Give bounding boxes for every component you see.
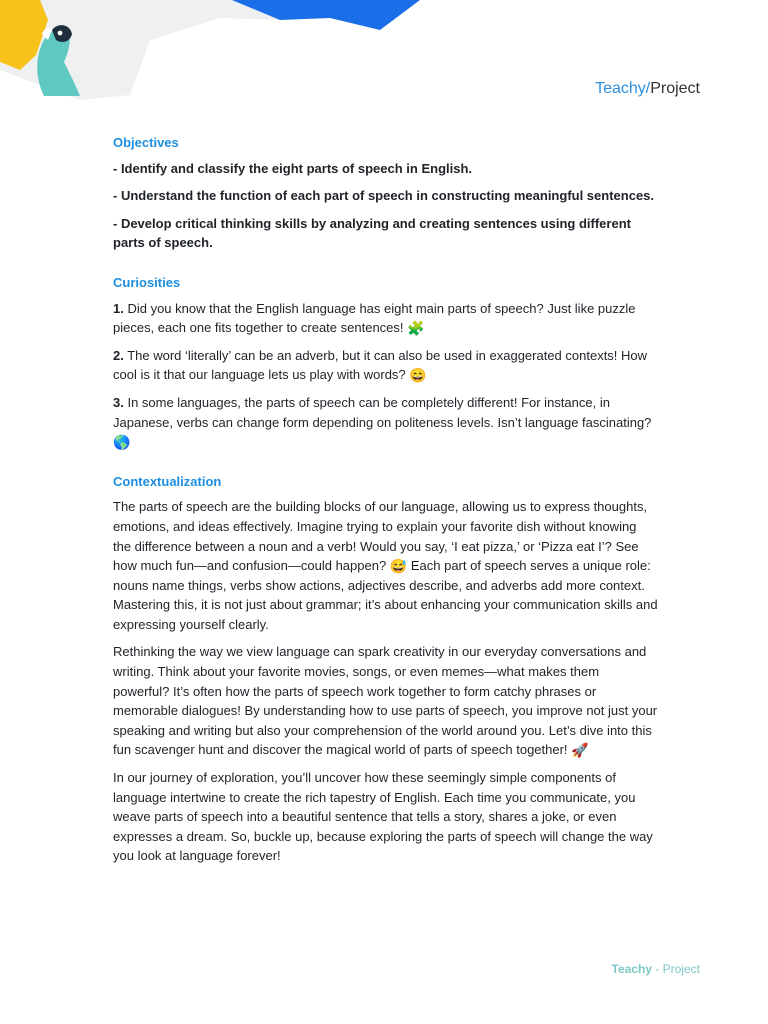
objective-item-2: - Understand the function of each part of speech in constructing meaningful sentences. [113, 188, 655, 204]
curiosity-number: 3. [113, 394, 124, 410]
context-paragraph-1 [113, 497, 658, 634]
sweat-smile-emoji-icon: 😅 [389, 558, 408, 575]
context-paragraph-3 [113, 768, 658, 866]
curiosity-number: 1. [113, 300, 124, 316]
paragraph-text: In our journey of exploration, you’ll uncover how these seemingly simple components of language intertwine to create the rich tapestry of English. Each time you communicate, you weave parts of speech into a beautiful sentence that tells a story, shares a joke, or even expresses a dream. So, buckle up, because exploring the parts of speech will change the way you look at language forever! [113, 770, 653, 864]
rocket-emoji-icon: 🚀 [571, 742, 589, 759]
curiosity-text: Did you know that the English language has eight main parts of speech? Just like puzzle pieces, each one fits together to create sentences! [113, 300, 636, 336]
paragraph-text: Rethinking the way we view language can spark creativity in our everyday conversations and writing. Think about your favorite movies, songs, or even memes—what makes them powerful? It’s often how the parts of speech work together to form catchy phrases or memorable dialogues! By understanding how to use parts of speech, you improve not just your speaking and writing but also your comprehension of the world around you. Let’s dive into this fun scavenger hunt and discover the magical world of parts of speech together! [113, 644, 658, 758]
curiosity-item-2 [113, 346, 658, 385]
curiosity-text: The word ‘literally’ can be an adverb, but it can also be used in exaggerated contexts! How cool is it that our language lets us play with words? [113, 347, 648, 383]
curiosity-item-1 [113, 299, 658, 338]
curiosities-title: Curiosities [113, 274, 181, 290]
curiosity-item-3 [113, 393, 658, 452]
smile-emoji-icon: 😄 [409, 367, 427, 384]
objective-item-1: - Identify and classify the eight parts of speech in English. [113, 160, 473, 176]
globe-emoji-icon: 🌎 [113, 434, 131, 451]
header-decoration [0, 0, 420, 110]
objective-item-3: - Develop critical thinking skills by analyzing and creating sentences using different parts of speech. [113, 215, 631, 251]
footer-separator: - [651, 962, 663, 976]
puzzle-emoji-icon: 🧩 [407, 320, 425, 337]
brand-header [595, 80, 700, 98]
curiosity-number: 2. [113, 347, 124, 363]
objectives-title: Objectives [113, 135, 179, 150]
context-paragraph-2 [113, 642, 658, 760]
document-body [113, 133, 658, 874]
curiosity-text: In some languages, the parts of speech can be completely different! For instance, in Japanese, verbs can change form depending on politeness levels. Isn’t language fascinating? [113, 394, 652, 430]
contextualization-title: Contextualization [113, 473, 222, 489]
footer-teachy: Teachy [611, 962, 652, 976]
brand-project: Project [650, 80, 700, 97]
footer-brand [612, 962, 701, 976]
paragraph-text: Each part of speech serves a unique role: nouns name things, verbs show actions, adjectives describe, and adverbs add more context. Mastering this, it is not just about grammar; it’s about enhancing your communication skills and expressing yourself clearly. [113, 558, 658, 632]
footer-project: Project [662, 962, 700, 976]
brand-teachy: Teachy/ [595, 80, 651, 97]
paragraph-text: The parts of speech are the building blocks of our language, allowing us to express thoughts, emotions, and ideas effectively. Imagine trying to explain your favorite dish without knowing the difference between a noun and a verb! Would you say, ‘I eat pizza,’ or ‘Pizza eat I’? See how much fun—and confusion—could happen? [113, 499, 648, 574]
